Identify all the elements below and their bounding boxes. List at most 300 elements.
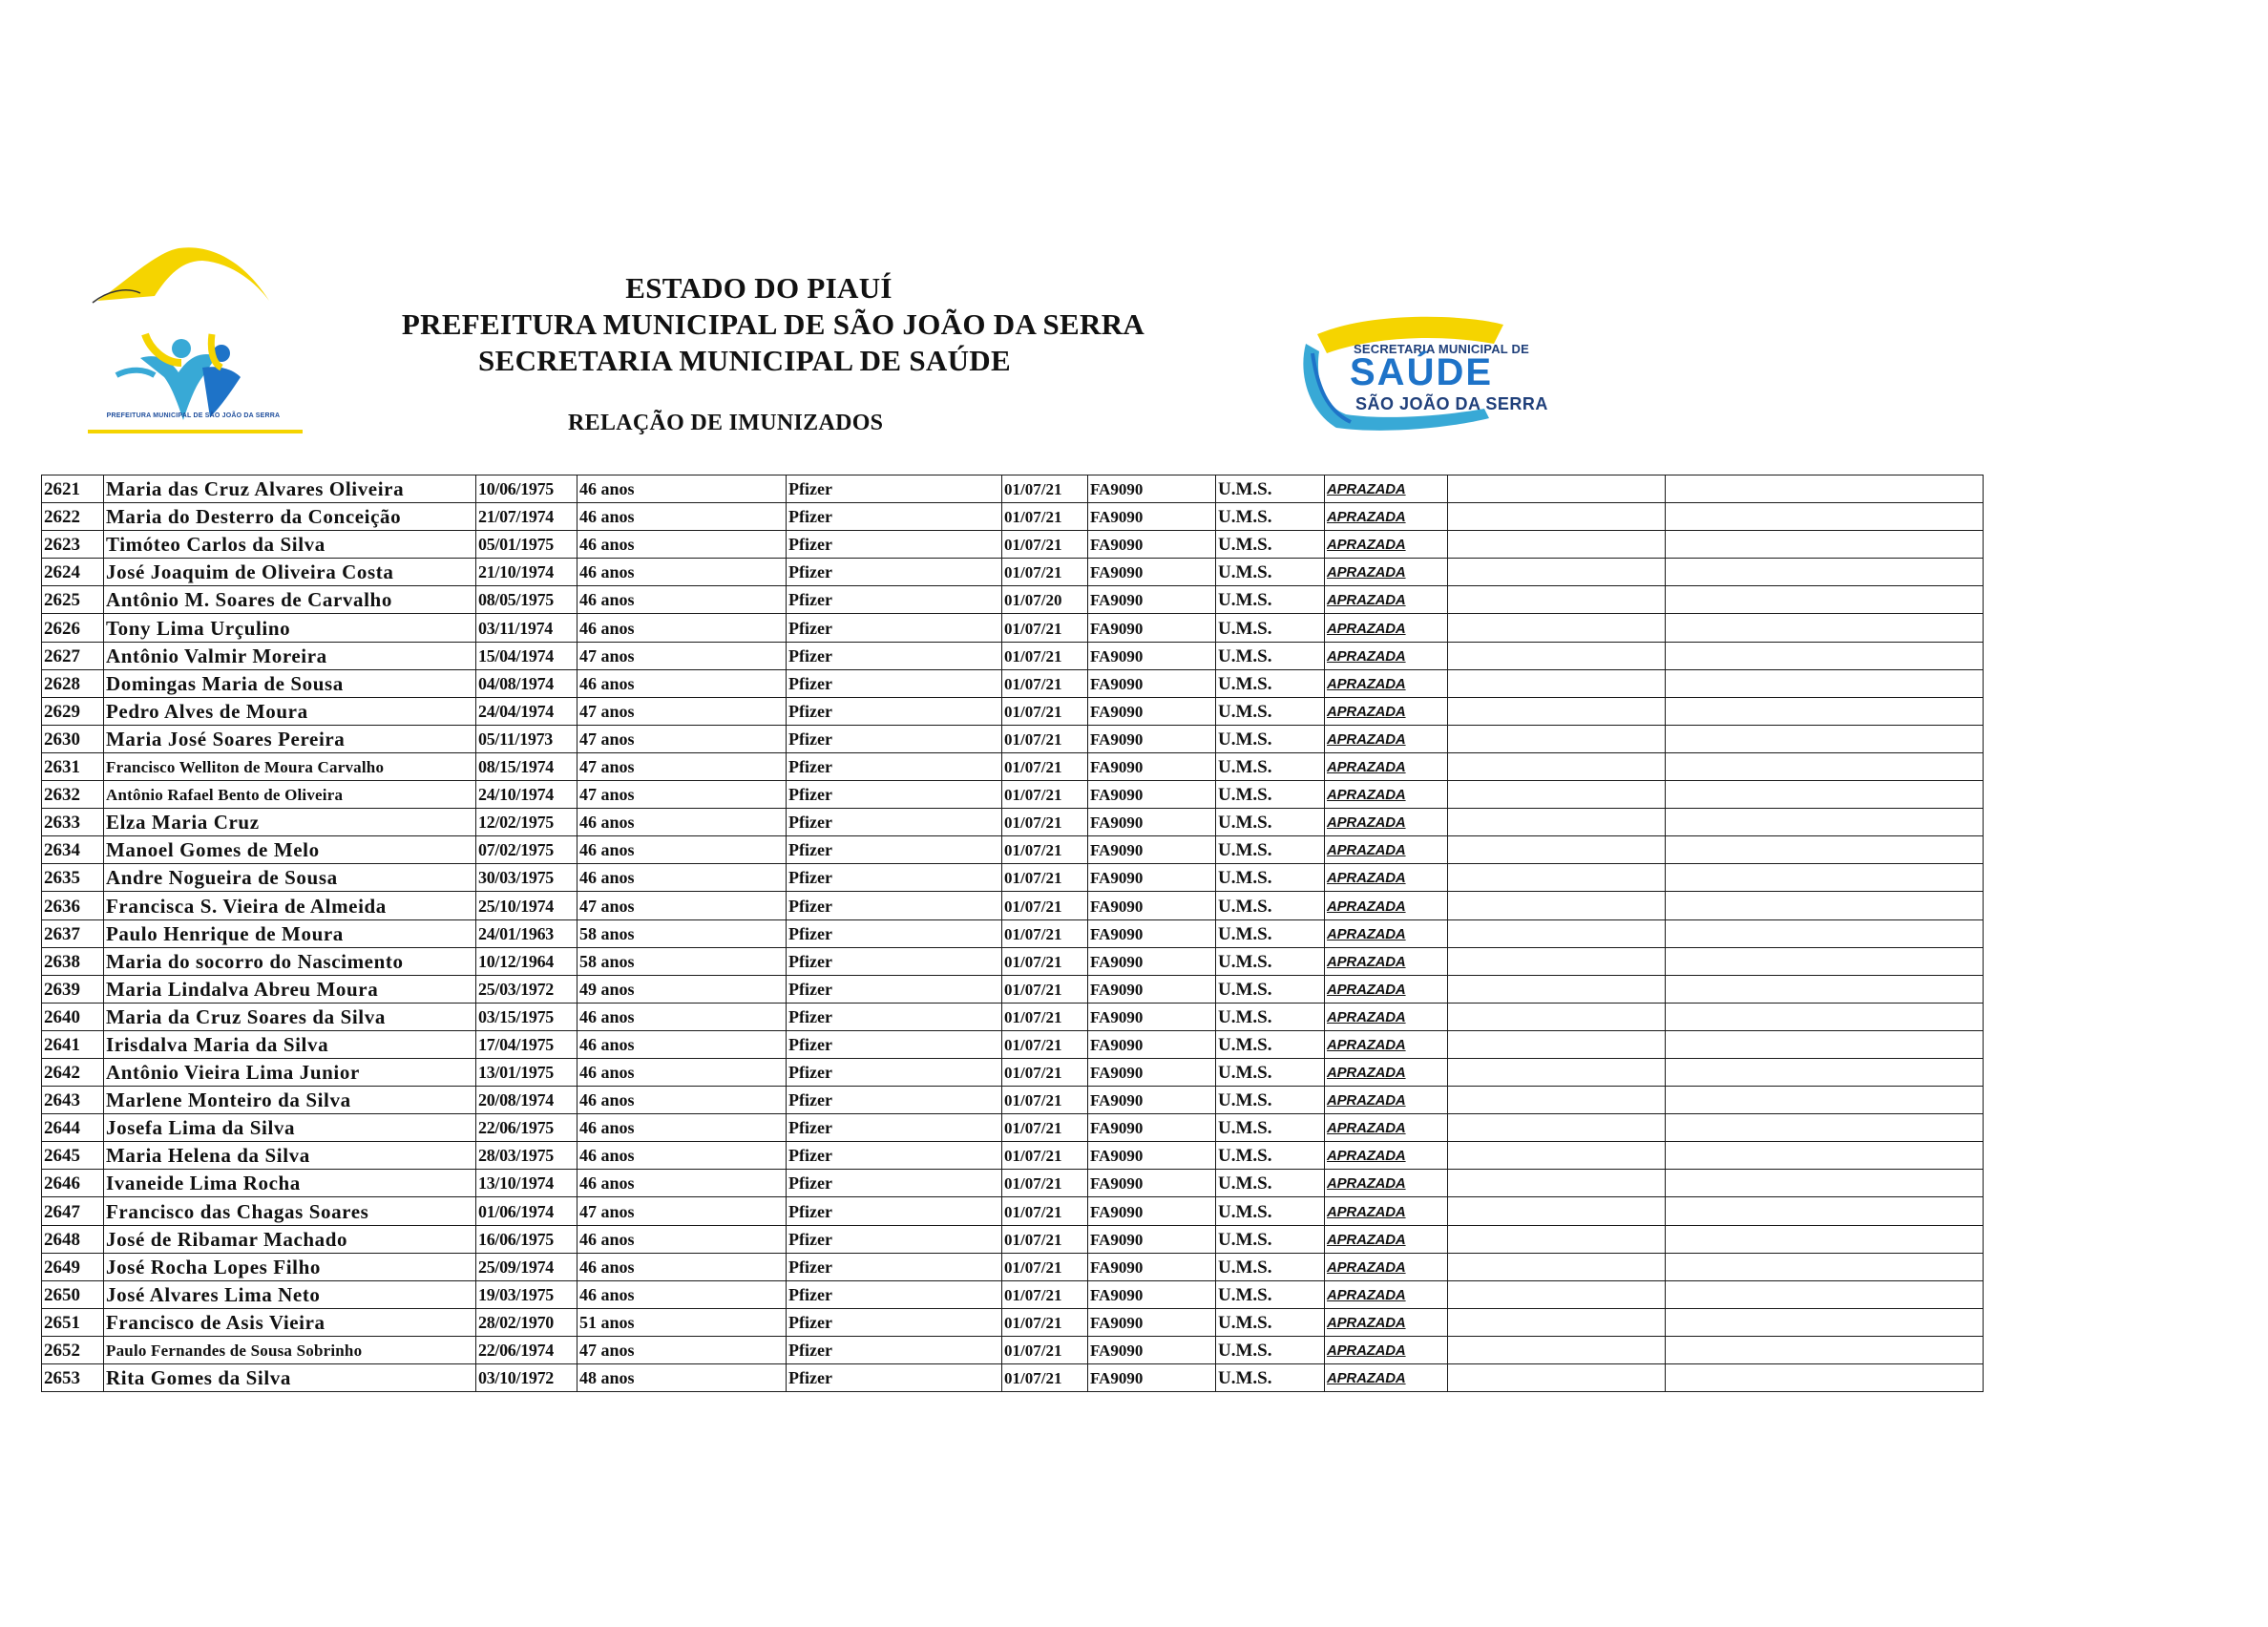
- birth-date-cell: 03/11/1974: [476, 614, 578, 642]
- person-name-cell: José Joaquim de Oliveira Costa: [104, 559, 476, 586]
- vaccine-lot-cell: FA9090: [1088, 892, 1216, 919]
- empty-cell: [1448, 1087, 1666, 1114]
- empty-cell: [1448, 614, 1666, 642]
- person-name-cell: Antônio M. Soares de Carvalho: [104, 586, 476, 614]
- empty-cell: [1448, 475, 1666, 503]
- empty-cell: [1448, 586, 1666, 614]
- empty-cell: [1666, 725, 1984, 752]
- empty-cell: [1666, 1197, 1984, 1225]
- health-logo-line1: SECRETARIA MUNICIPAL DE: [1354, 342, 1529, 356]
- person-name-cell: Maria do Desterro da Conceição: [104, 503, 476, 531]
- document-subtitle: RELAÇÃO DE IMUNIZADOS: [568, 411, 884, 435]
- row-number-cell: 2645: [42, 1142, 104, 1170]
- person-name-cell: Antônio Vieira Lima Junior: [104, 1058, 476, 1086]
- person-name-cell: Antônio Rafael Bento de Oliveira: [104, 781, 476, 809]
- row-number-cell: 2653: [42, 1364, 104, 1392]
- health-unit-cell: U.M.S.: [1216, 809, 1325, 836]
- dose-status-cell: APRAZADA: [1325, 1087, 1448, 1114]
- dose-status-cell: APRAZADA: [1325, 1142, 1448, 1170]
- dose-status-cell: APRAZADA: [1325, 1225, 1448, 1253]
- age-cell: 46 anos: [578, 1087, 787, 1114]
- table-row: [42, 586, 1984, 614]
- empty-cell: [1448, 752, 1666, 780]
- vaccination-date-cell: 01/07/21: [1002, 1253, 1088, 1280]
- birth-date-cell: 15/04/1974: [476, 642, 578, 669]
- table-row: [42, 975, 1984, 1003]
- age-cell: 48 anos: [578, 1364, 787, 1392]
- row-number-cell: 2643: [42, 1087, 104, 1114]
- birth-date-cell: 25/10/1974: [476, 892, 578, 919]
- health-unit-cell: U.M.S.: [1216, 1114, 1325, 1142]
- municipality-logo-caption: PREFEITURA MUNICIPAL DE SÃO JOÃO DA SERRA: [106, 412, 281, 419]
- vaccination-date-cell: 01/07/21: [1002, 1142, 1088, 1170]
- person-name-cell: Rita Gomes da Silva: [104, 1364, 476, 1392]
- table-row: [42, 1225, 1984, 1253]
- age-cell: 47 anos: [578, 642, 787, 669]
- birth-date-cell: 03/10/1972: [476, 1364, 578, 1392]
- dose-status-cell: APRAZADA: [1325, 919, 1448, 947]
- birth-date-cell: 08/05/1975: [476, 586, 578, 614]
- age-cell: 47 anos: [578, 781, 787, 809]
- table-row: [42, 475, 1984, 503]
- dose-status-cell: APRAZADA: [1325, 1058, 1448, 1086]
- age-cell: 46 anos: [578, 1142, 787, 1170]
- dose-status-cell: APRAZADA: [1325, 475, 1448, 503]
- empty-cell: [1448, 809, 1666, 836]
- vaccine-name-cell: Pfizer: [787, 919, 1002, 947]
- table-row: [42, 1114, 1984, 1142]
- dose-status-cell: APRAZADA: [1325, 559, 1448, 586]
- vaccine-lot-cell: FA9090: [1088, 809, 1216, 836]
- table-row: [42, 1030, 1984, 1058]
- immunized-table: [41, 475, 1984, 1392]
- age-cell: 46 anos: [578, 669, 787, 697]
- empty-cell: [1448, 1197, 1666, 1225]
- row-number-cell: 2651: [42, 1308, 104, 1336]
- vaccination-date-cell: 01/07/21: [1002, 1003, 1088, 1030]
- vaccine-name-cell: Pfizer: [787, 586, 1002, 614]
- age-cell: 49 anos: [578, 975, 787, 1003]
- row-number-cell: 2642: [42, 1058, 104, 1086]
- health-unit-cell: U.M.S.: [1216, 1087, 1325, 1114]
- birth-date-cell: 07/02/1975: [476, 836, 578, 864]
- vaccination-date-cell: 01/07/21: [1002, 1114, 1088, 1142]
- age-cell: 46 anos: [578, 1114, 787, 1142]
- vaccine-lot-cell: FA9090: [1088, 614, 1216, 642]
- vaccine-name-cell: Pfizer: [787, 559, 1002, 586]
- vaccine-name-cell: Pfizer: [787, 503, 1002, 531]
- vaccine-name-cell: Pfizer: [787, 1087, 1002, 1114]
- vaccination-date-cell: 01/07/21: [1002, 1280, 1088, 1308]
- health-logo-line2: SAÚDE: [1350, 351, 1494, 393]
- person-name-cell: Maria do socorro do Nascimento: [104, 947, 476, 975]
- vaccine-lot-cell: FA9090: [1088, 725, 1216, 752]
- empty-cell: [1448, 864, 1666, 892]
- birth-date-cell: 12/02/1975: [476, 809, 578, 836]
- vaccine-lot-cell: FA9090: [1088, 475, 1216, 503]
- empty-cell: [1666, 781, 1984, 809]
- table-row: [42, 1253, 1984, 1280]
- health-unit-cell: U.M.S.: [1216, 725, 1325, 752]
- health-unit-cell: U.M.S.: [1216, 642, 1325, 669]
- person-name-cell: Maria da Cruz Soares da Silva: [104, 1003, 476, 1030]
- vaccine-lot-cell: FA9090: [1088, 836, 1216, 864]
- row-number-cell: 2632: [42, 781, 104, 809]
- vaccination-date-cell: 01/07/21: [1002, 1058, 1088, 1086]
- vaccination-date-cell: 01/07/21: [1002, 1364, 1088, 1392]
- table-row: [42, 559, 1984, 586]
- empty-cell: [1448, 947, 1666, 975]
- table-row: [42, 697, 1984, 725]
- empty-cell: [1448, 669, 1666, 697]
- dose-status-cell: APRAZADA: [1325, 642, 1448, 669]
- row-number-cell: 2635: [42, 864, 104, 892]
- row-number-cell: 2644: [42, 1114, 104, 1142]
- dose-status-cell: APRAZADA: [1325, 1364, 1448, 1392]
- row-number-cell: 2625: [42, 586, 104, 614]
- dose-status-cell: APRAZADA: [1325, 1003, 1448, 1030]
- health-unit-cell: U.M.S.: [1216, 1225, 1325, 1253]
- person-name-cell: Antônio Valmir Moreira: [104, 642, 476, 669]
- vaccination-date-cell: 01/07/21: [1002, 1030, 1088, 1058]
- vaccine-name-cell: Pfizer: [787, 531, 1002, 559]
- empty-cell: [1666, 1114, 1984, 1142]
- dose-status-cell: APRAZADA: [1325, 725, 1448, 752]
- health-unit-cell: U.M.S.: [1216, 864, 1325, 892]
- health-unit-cell: U.M.S.: [1216, 1058, 1325, 1086]
- person-name-cell: Paulo Henrique de Moura: [104, 919, 476, 947]
- vaccination-date-cell: 01/07/21: [1002, 1170, 1088, 1197]
- person-name-cell: Irisdalva Maria da Silva: [104, 1030, 476, 1058]
- age-cell: 46 anos: [578, 614, 787, 642]
- table-row: [42, 919, 1984, 947]
- person-name-cell: Francisco das Chagas Soares: [104, 1197, 476, 1225]
- health-unit-cell: U.M.S.: [1216, 503, 1325, 531]
- person-name-cell: José de Ribamar Machado: [104, 1225, 476, 1253]
- table-row: [42, 1308, 1984, 1336]
- row-number-cell: 2638: [42, 947, 104, 975]
- empty-cell: [1666, 1170, 1984, 1197]
- vaccination-date-cell: 01/07/21: [1002, 809, 1088, 836]
- birth-date-cell: 25/09/1974: [476, 1253, 578, 1280]
- table-row: [42, 1003, 1984, 1030]
- empty-cell: [1666, 752, 1984, 780]
- vaccine-name-cell: Pfizer: [787, 864, 1002, 892]
- vaccine-name-cell: Pfizer: [787, 614, 1002, 642]
- vaccine-name-cell: Pfizer: [787, 642, 1002, 669]
- empty-cell: [1448, 919, 1666, 947]
- dose-status-cell: APRAZADA: [1325, 752, 1448, 780]
- empty-cell: [1448, 503, 1666, 531]
- vaccination-date-cell: 01/07/21: [1002, 1336, 1088, 1363]
- birth-date-cell: 10/12/1964: [476, 947, 578, 975]
- row-number-cell: 2648: [42, 1225, 104, 1253]
- health-logo-line3: SÃO JOÃO DA SERRA: [1355, 394, 1548, 413]
- empty-cell: [1666, 836, 1984, 864]
- health-unit-cell: U.M.S.: [1216, 586, 1325, 614]
- person-name-cell: Marlene Monteiro da Silva: [104, 1087, 476, 1114]
- vaccine-lot-cell: FA9090: [1088, 531, 1216, 559]
- age-cell: 46 anos: [578, 1253, 787, 1280]
- table-row: [42, 947, 1984, 975]
- row-number-cell: 2621: [42, 475, 104, 503]
- vaccination-date-cell: 01/07/21: [1002, 836, 1088, 864]
- person-name-cell: José Rocha Lopes Filho: [104, 1253, 476, 1280]
- empty-cell: [1448, 892, 1666, 919]
- table-row: [42, 1336, 1984, 1363]
- vaccination-date-cell: 01/07/21: [1002, 475, 1088, 503]
- vaccine-name-cell: Pfizer: [787, 1170, 1002, 1197]
- dose-status-cell: APRAZADA: [1325, 503, 1448, 531]
- empty-cell: [1448, 1364, 1666, 1392]
- empty-cell: [1666, 503, 1984, 531]
- empty-cell: [1448, 642, 1666, 669]
- vaccine-lot-cell: FA9090: [1088, 697, 1216, 725]
- birth-date-cell: 24/01/1963: [476, 919, 578, 947]
- vaccine-lot-cell: FA9090: [1088, 1336, 1216, 1363]
- health-unit-cell: U.M.S.: [1216, 836, 1325, 864]
- age-cell: 47 anos: [578, 1336, 787, 1363]
- row-number-cell: 2631: [42, 752, 104, 780]
- vaccine-name-cell: Pfizer: [787, 1253, 1002, 1280]
- empty-cell: [1666, 614, 1984, 642]
- vaccine-lot-cell: FA9090: [1088, 669, 1216, 697]
- birth-date-cell: 03/15/1975: [476, 1003, 578, 1030]
- vaccine-lot-cell: FA9090: [1088, 1142, 1216, 1170]
- vaccination-date-cell: 01/07/21: [1002, 781, 1088, 809]
- birth-date-cell: 08/15/1974: [476, 752, 578, 780]
- vaccine-lot-cell: FA9090: [1088, 781, 1216, 809]
- dose-status-cell: APRAZADA: [1325, 809, 1448, 836]
- health-unit-cell: U.M.S.: [1216, 1308, 1325, 1336]
- vaccination-date-cell: 01/07/21: [1002, 503, 1088, 531]
- vaccination-date-cell: 01/07/21: [1002, 975, 1088, 1003]
- birth-date-cell: 19/03/1975: [476, 1280, 578, 1308]
- vaccine-lot-cell: FA9090: [1088, 1003, 1216, 1030]
- health-unit-cell: U.M.S.: [1216, 697, 1325, 725]
- age-cell: 46 anos: [578, 836, 787, 864]
- health-unit-cell: U.M.S.: [1216, 475, 1325, 503]
- birth-date-cell: 21/10/1974: [476, 559, 578, 586]
- person-name-cell: Tony Lima Urçulino: [104, 614, 476, 642]
- vaccination-date-cell: 01/07/21: [1002, 697, 1088, 725]
- vaccination-date-cell: 01/07/21: [1002, 1087, 1088, 1114]
- table-row: [42, 1280, 1984, 1308]
- empty-cell: [1666, 531, 1984, 559]
- person-name-cell: Josefa Lima da Silva: [104, 1114, 476, 1142]
- birth-date-cell: 05/11/1973: [476, 725, 578, 752]
- empty-cell: [1666, 1336, 1984, 1363]
- person-name-cell: Domingas Maria de Sousa: [104, 669, 476, 697]
- dose-status-cell: APRAZADA: [1325, 1336, 1448, 1363]
- vaccine-name-cell: Pfizer: [787, 475, 1002, 503]
- row-number-cell: 2639: [42, 975, 104, 1003]
- empty-cell: [1666, 1058, 1984, 1086]
- table-row: [42, 1087, 1984, 1114]
- age-cell: 46 anos: [578, 1170, 787, 1197]
- vaccination-date-cell: 01/07/21: [1002, 892, 1088, 919]
- row-number-cell: 2627: [42, 642, 104, 669]
- document-header: [391, 270, 1155, 379]
- vaccination-date-cell: 01/07/21: [1002, 642, 1088, 669]
- vaccine-lot-cell: FA9090: [1088, 1087, 1216, 1114]
- birth-date-cell: 21/07/1974: [476, 503, 578, 531]
- empty-cell: [1666, 892, 1984, 919]
- age-cell: 58 anos: [578, 947, 787, 975]
- vaccination-date-cell: 01/07/21: [1002, 614, 1088, 642]
- vaccination-date-cell: 01/07/21: [1002, 864, 1088, 892]
- row-number-cell: 2649: [42, 1253, 104, 1280]
- age-cell: 46 anos: [578, 531, 787, 559]
- birth-date-cell: 25/03/1972: [476, 975, 578, 1003]
- person-name-cell: Maria Lindalva Abreu Moura: [104, 975, 476, 1003]
- birth-date-cell: 13/10/1974: [476, 1170, 578, 1197]
- vaccination-date-cell: 01/07/21: [1002, 1225, 1088, 1253]
- vaccine-lot-cell: FA9090: [1088, 975, 1216, 1003]
- empty-cell: [1448, 725, 1666, 752]
- birth-date-cell: 20/08/1974: [476, 1087, 578, 1114]
- birth-date-cell: 01/06/1974: [476, 1197, 578, 1225]
- dose-status-cell: APRAZADA: [1325, 781, 1448, 809]
- row-number-cell: 2647: [42, 1197, 104, 1225]
- empty-cell: [1666, 559, 1984, 586]
- person-name-cell: Pedro Alves de Moura: [104, 697, 476, 725]
- health-unit-cell: U.M.S.: [1216, 919, 1325, 947]
- dose-status-cell: APRAZADA: [1325, 531, 1448, 559]
- vaccine-name-cell: Pfizer: [787, 725, 1002, 752]
- empty-cell: [1448, 1058, 1666, 1086]
- empty-cell: [1448, 781, 1666, 809]
- vaccine-lot-cell: FA9090: [1088, 919, 1216, 947]
- table-row: [42, 892, 1984, 919]
- vaccine-name-cell: Pfizer: [787, 752, 1002, 780]
- vaccine-lot-cell: FA9090: [1088, 752, 1216, 780]
- health-unit-cell: U.M.S.: [1216, 947, 1325, 975]
- person-name-cell: Manoel Gomes de Melo: [104, 836, 476, 864]
- table-row: [42, 809, 1984, 836]
- health-unit-cell: U.M.S.: [1216, 1364, 1325, 1392]
- vaccine-lot-cell: FA9090: [1088, 1058, 1216, 1086]
- empty-cell: [1666, 1364, 1984, 1392]
- row-number-cell: 2634: [42, 836, 104, 864]
- vaccine-lot-cell: FA9090: [1088, 1280, 1216, 1308]
- table-row: [42, 1364, 1984, 1392]
- row-number-cell: 2650: [42, 1280, 104, 1308]
- person-name-cell: Francisco Welliton de Moura Carvalho: [104, 752, 476, 780]
- vaccine-name-cell: Pfizer: [787, 1142, 1002, 1170]
- dose-status-cell: APRAZADA: [1325, 1280, 1448, 1308]
- vaccine-name-cell: Pfizer: [787, 1058, 1002, 1086]
- empty-cell: [1666, 809, 1984, 836]
- vaccine-name-cell: Pfizer: [787, 947, 1002, 975]
- age-cell: 47 anos: [578, 697, 787, 725]
- table-row: [42, 642, 1984, 669]
- empty-cell: [1448, 1114, 1666, 1142]
- table-row: [42, 669, 1984, 697]
- birth-date-cell: 16/06/1975: [476, 1225, 578, 1253]
- table-row: [42, 1058, 1984, 1086]
- dose-status-cell: APRAZADA: [1325, 586, 1448, 614]
- row-number-cell: 2646: [42, 1170, 104, 1197]
- row-number-cell: 2633: [42, 809, 104, 836]
- vaccination-date-cell: 01/07/21: [1002, 725, 1088, 752]
- dose-status-cell: APRAZADA: [1325, 614, 1448, 642]
- row-number-cell: 2624: [42, 559, 104, 586]
- table-row: [42, 725, 1984, 752]
- row-number-cell: 2652: [42, 1336, 104, 1363]
- vaccine-name-cell: Pfizer: [787, 669, 1002, 697]
- health-unit-cell: U.M.S.: [1216, 1336, 1325, 1363]
- vaccine-lot-cell: FA9090: [1088, 586, 1216, 614]
- person-name-cell: Maria José Soares Pereira: [104, 725, 476, 752]
- empty-cell: [1666, 864, 1984, 892]
- dose-status-cell: APRAZADA: [1325, 1030, 1448, 1058]
- dose-status-cell: APRAZADA: [1325, 836, 1448, 864]
- health-unit-cell: U.M.S.: [1216, 1253, 1325, 1280]
- empty-cell: [1448, 1170, 1666, 1197]
- vaccine-name-cell: Pfizer: [787, 1364, 1002, 1392]
- empty-cell: [1448, 975, 1666, 1003]
- birth-date-cell: 04/08/1974: [476, 669, 578, 697]
- birth-date-cell: 22/06/1974: [476, 1336, 578, 1363]
- vaccine-name-cell: Pfizer: [787, 697, 1002, 725]
- vaccine-lot-cell: FA9090: [1088, 1253, 1216, 1280]
- table-row: [42, 531, 1984, 559]
- vaccination-date-cell: 01/07/21: [1002, 559, 1088, 586]
- person-name-cell: Maria das Cruz Alvares Oliveira: [104, 475, 476, 503]
- vaccine-name-cell: Pfizer: [787, 809, 1002, 836]
- table-row: [42, 781, 1984, 809]
- empty-cell: [1448, 1336, 1666, 1363]
- health-unit-cell: U.M.S.: [1216, 1170, 1325, 1197]
- health-unit-cell: U.M.S.: [1216, 1142, 1325, 1170]
- person-name-cell: Andre Nogueira de Sousa: [104, 864, 476, 892]
- person-name-cell: Elza Maria Cruz: [104, 809, 476, 836]
- empty-cell: [1666, 642, 1984, 669]
- health-unit-cell: U.M.S.: [1216, 531, 1325, 559]
- person-name-cell: Maria Helena da Silva: [104, 1142, 476, 1170]
- person-name-cell: Timóteo Carlos da Silva: [104, 531, 476, 559]
- birth-date-cell: 17/04/1975: [476, 1030, 578, 1058]
- empty-cell: [1448, 836, 1666, 864]
- vaccine-name-cell: Pfizer: [787, 1003, 1002, 1030]
- health-unit-cell: U.M.S.: [1216, 975, 1325, 1003]
- empty-cell: [1666, 1225, 1984, 1253]
- age-cell: 47 anos: [578, 1197, 787, 1225]
- birth-date-cell: 22/06/1975: [476, 1114, 578, 1142]
- prefeitura-title: PREFEITURA MUNICIPAL DE SÃO JOÃO DA SERRA: [401, 307, 1145, 341]
- vaccination-date-cell: 01/07/21: [1002, 752, 1088, 780]
- vaccine-lot-cell: FA9090: [1088, 1030, 1216, 1058]
- empty-cell: [1666, 1142, 1984, 1170]
- row-number-cell: 2622: [42, 503, 104, 531]
- age-cell: 46 anos: [578, 586, 787, 614]
- vaccination-date-cell: 01/07/20: [1002, 586, 1088, 614]
- table-row: [42, 836, 1984, 864]
- birth-date-cell: 13/01/1975: [476, 1058, 578, 1086]
- birth-date-cell: 05/01/1975: [476, 531, 578, 559]
- empty-cell: [1666, 1308, 1984, 1336]
- age-cell: 47 anos: [578, 752, 787, 780]
- dose-status-cell: APRAZADA: [1325, 1197, 1448, 1225]
- dose-status-cell: APRAZADA: [1325, 1114, 1448, 1142]
- empty-cell: [1448, 1003, 1666, 1030]
- table-row: [42, 1170, 1984, 1197]
- empty-cell: [1448, 559, 1666, 586]
- birth-date-cell: 24/04/1974: [476, 697, 578, 725]
- dose-status-cell: APRAZADA: [1325, 1170, 1448, 1197]
- table-row: [42, 614, 1984, 642]
